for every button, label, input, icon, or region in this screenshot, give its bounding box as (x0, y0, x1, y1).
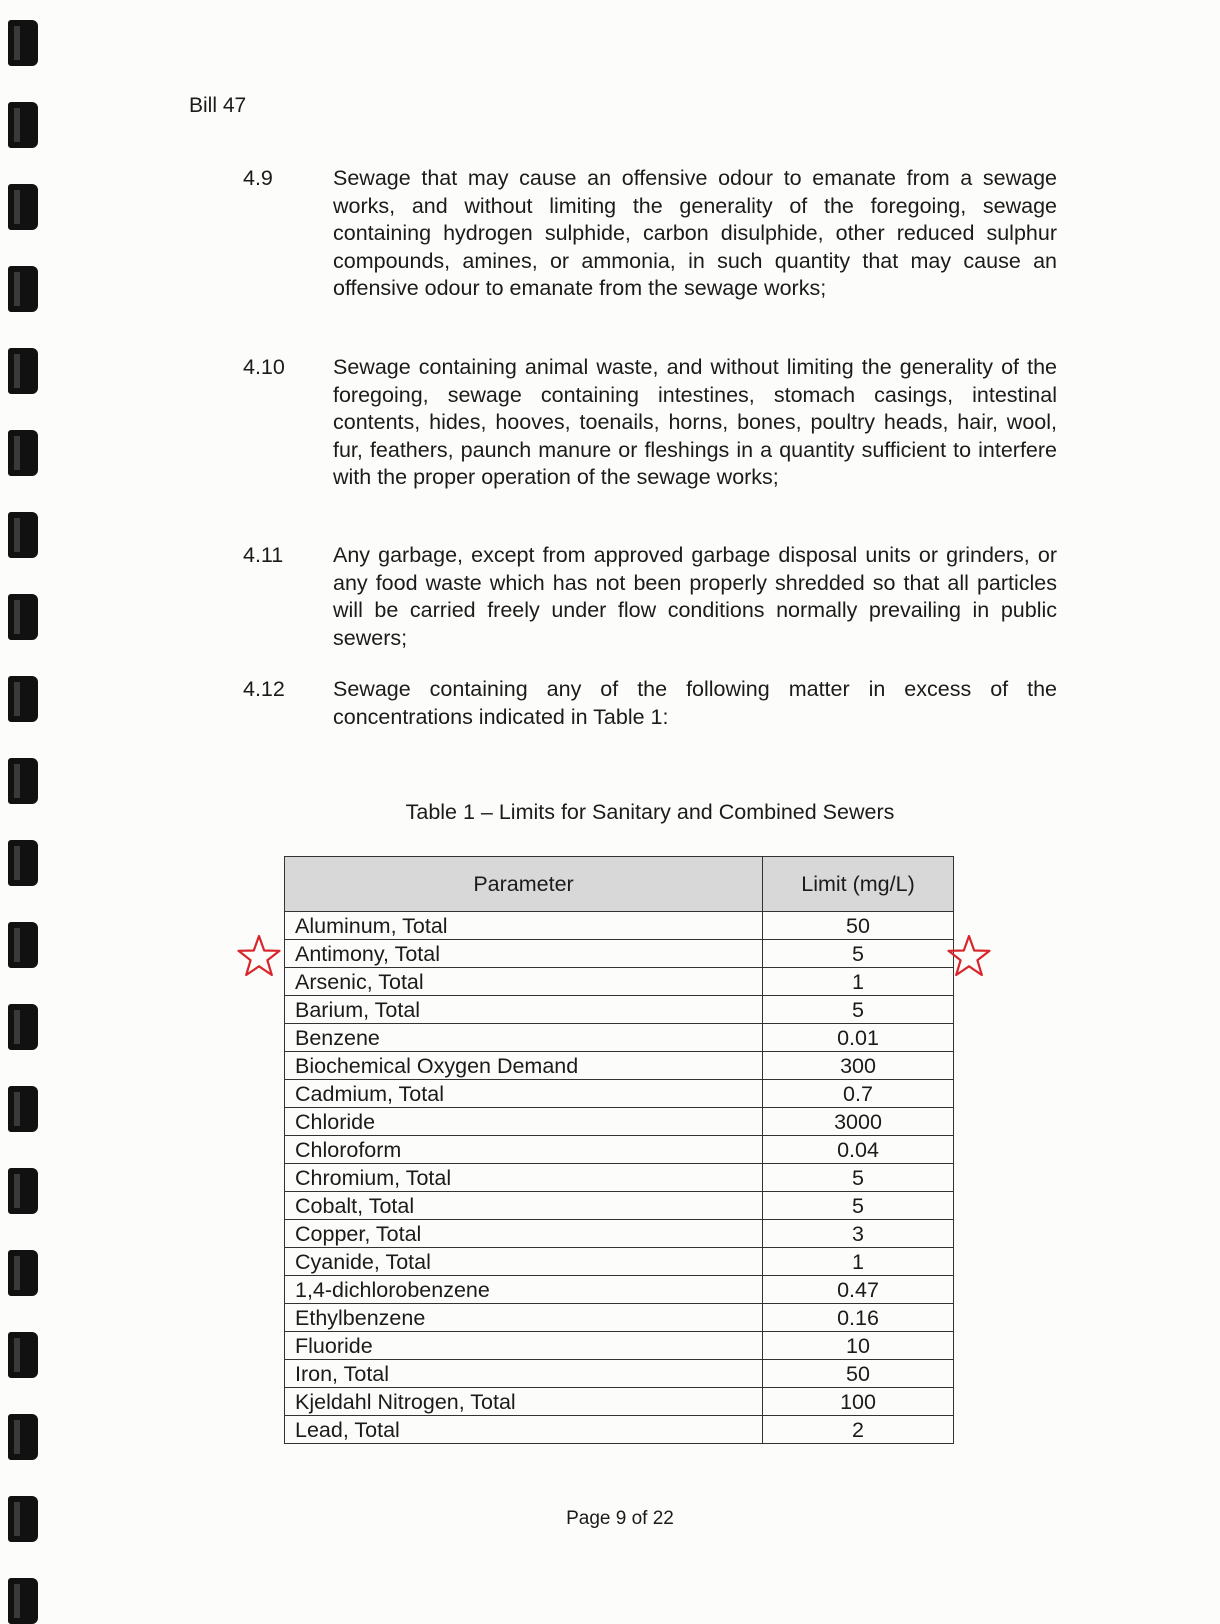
limit-cell: 100 (763, 1388, 954, 1416)
table-row (285, 1108, 954, 1136)
binding-ring (8, 1250, 38, 1296)
limit-cell: 5 (763, 1164, 954, 1192)
limit-cell: 0.16 (763, 1304, 954, 1332)
clause-text: Sewage containing any of the following matter in excess of the concentrations indicated in Table 1: (333, 677, 1057, 729)
binding-ring (8, 512, 38, 558)
table-row (285, 1136, 954, 1164)
binding-ring (8, 922, 38, 968)
binding-ring (8, 1004, 38, 1050)
star-shape (239, 936, 280, 975)
binding-ring (8, 1332, 38, 1378)
binding-ring (8, 676, 38, 722)
limit-cell: 3000 (763, 1108, 954, 1136)
binding-ring (8, 184, 38, 230)
limit-cell: 5 (763, 996, 954, 1024)
binding-ring (8, 266, 38, 312)
limit-cell: 10 (763, 1332, 954, 1360)
binding-ring (8, 102, 38, 148)
binding-ring (8, 758, 38, 804)
limit-cell: 0.7 (763, 1080, 954, 1108)
parameter-cell: Benzene (285, 1024, 763, 1052)
table-row (285, 1248, 954, 1276)
binding-ring (8, 1414, 38, 1460)
star-shape (949, 936, 990, 975)
parameter-cell: Barium, Total (285, 996, 763, 1024)
table-row (285, 1164, 954, 1192)
parameter-cell: Ethylbenzene (285, 1304, 763, 1332)
table-row (285, 996, 954, 1024)
binding-ring (8, 594, 38, 640)
table-row (285, 1360, 954, 1388)
table-header-row (285, 857, 954, 912)
table-row (285, 1080, 954, 1108)
parameter-cell: Biochemical Oxygen Demand (285, 1052, 763, 1080)
star-outline-icon (947, 934, 991, 978)
limit-cell: 0.01 (763, 1024, 954, 1052)
parameter-cell: Chromium, Total (285, 1164, 763, 1192)
table-row (285, 968, 954, 996)
clause-text: Any garbage, except from approved garbage disposal units or grinders, or any food waste which has not been properly shredded so that all particles will be carried freely under flow conditions normally prevailing in public sewers; (333, 543, 1057, 650)
clause-text: Sewage that may cause an offensive odour to emanate from a sewage works, and without limiting the generality of the foregoing, sewage containing hydrogen sulphide, carbon disulphide, other reduced sulphur compounds, amines, or ammonia, in such quantity that may cause an offensive odour to emanate from the sewage works; (333, 166, 1057, 300)
limit-cell: 0.04 (763, 1136, 954, 1164)
parameter-column-header: Parameter (285, 857, 763, 912)
limit-cell: 5 (763, 940, 954, 968)
clause-number: 4.9 (243, 166, 273, 190)
parameter-cell: Cadmium, Total (285, 1080, 763, 1108)
parameter-cell: Lead, Total (285, 1416, 763, 1444)
clause-number: 4.10 (243, 355, 285, 379)
parameter-cell: Cobalt, Total (285, 1192, 763, 1220)
limit-cell: 300 (763, 1052, 954, 1080)
table-row (285, 1416, 954, 1444)
table-row (285, 1052, 954, 1080)
star-outline-icon (237, 934, 281, 978)
limit-cell: 1 (763, 968, 954, 996)
binding-ring (8, 1086, 38, 1132)
clause-number: 4.12 (243, 677, 285, 701)
page-number: Page 9 of 22 (566, 1508, 674, 1529)
parameter-cell: 1,4-dichlorobenzene (285, 1276, 763, 1304)
binding-ring (8, 840, 38, 886)
binding-ring (8, 430, 38, 476)
parameter-cell: Copper, Total (285, 1220, 763, 1248)
table-row (285, 1276, 954, 1304)
limit-cell: 1 (763, 1248, 954, 1276)
limit-cell: 5 (763, 1192, 954, 1220)
limit-cell: 50 (763, 912, 954, 940)
table-row (285, 1220, 954, 1248)
parameter-cell: Chloride (285, 1108, 763, 1136)
table-caption: Table 1 – Limits for Sanitary and Combined Sewers (405, 800, 895, 824)
table-row (285, 1192, 954, 1220)
limit-cell: 2 (763, 1416, 954, 1444)
parameter-cell: Aluminum, Total (285, 912, 763, 940)
table-row (285, 1332, 954, 1360)
binding-ring (8, 1578, 38, 1624)
table-row (285, 940, 954, 968)
parameter-cell: Arsenic, Total (285, 968, 763, 996)
limits-table (284, 856, 954, 1444)
table-row (285, 1304, 954, 1332)
binding-ring (8, 348, 38, 394)
parameter-cell: Fluoride (285, 1332, 763, 1360)
parameter-cell: Chloroform (285, 1136, 763, 1164)
parameter-cell: Antimony, Total (285, 940, 763, 968)
document-header: Bill 47 (189, 94, 247, 117)
parameter-cell: Iron, Total (285, 1360, 763, 1388)
binding-ring (8, 1168, 38, 1214)
binding-ring (8, 20, 38, 66)
limit-cell: 0.47 (763, 1276, 954, 1304)
limit-column-header: Limit (mg/L) (763, 857, 954, 912)
table-row (285, 1388, 954, 1416)
limit-cell: 50 (763, 1360, 954, 1388)
limit-cell: 3 (763, 1220, 954, 1248)
clause-number: 4.11 (243, 543, 284, 567)
clause-text: Sewage containing animal waste, and without limiting the generality of the foregoing, sewage containing intestines, stomach casings, intestinal contents, hides, hooves, toenails, horns, bones, poultry heads, hair, wool, fur, feathers, paunch manure or fleshings in a quantity sufficient to interfere with the proper operation of the sewage works; (333, 355, 1057, 489)
parameter-cell: Cyanide, Total (285, 1248, 763, 1276)
table-row (285, 912, 954, 940)
table-row (285, 1024, 954, 1052)
parameter-cell: Kjeldahl Nitrogen, Total (285, 1388, 763, 1416)
